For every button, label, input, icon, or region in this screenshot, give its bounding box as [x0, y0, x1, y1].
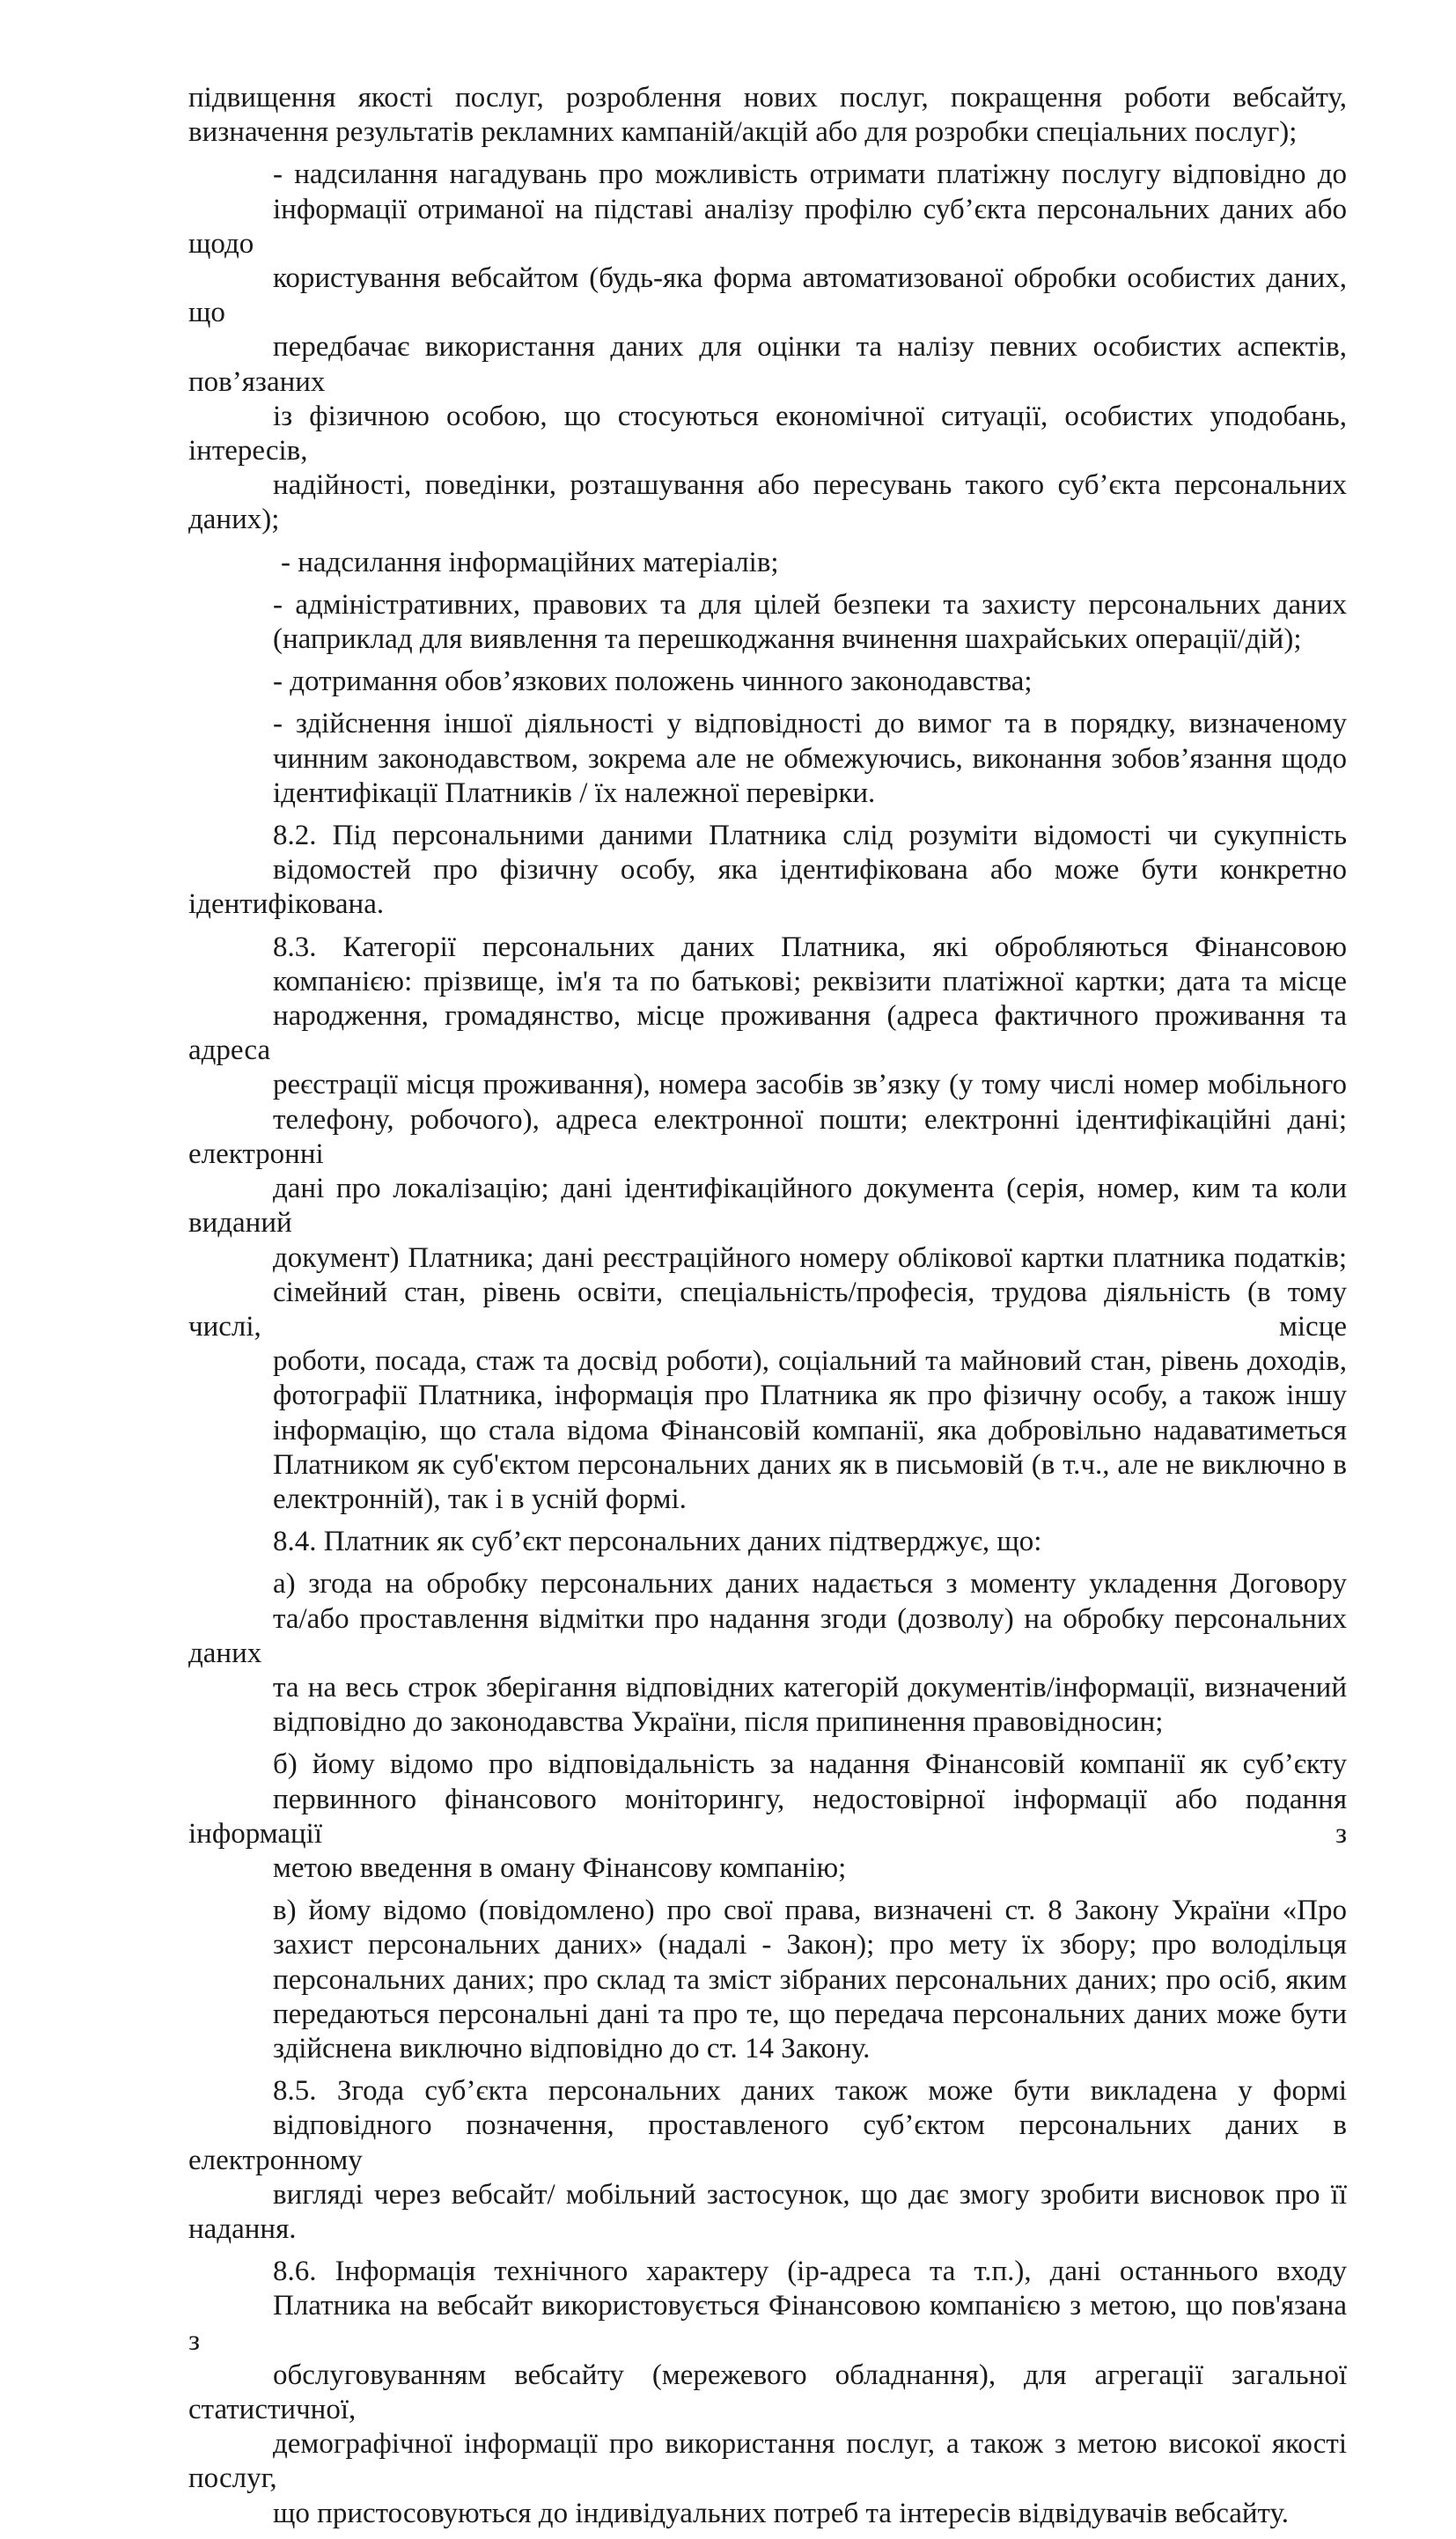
text-line: надійності, поведінки, розташування або пересувань такого суб’єкта персональних даних);	[188, 469, 1347, 536]
text-line: що пристосовуються до індивідуальних потреб та інтересів відвідувачів вебсайту.	[273, 2497, 1289, 2529]
text-line: сімейний стан, рівень освіти, спеціальність/професія, трудова діяльність (в тому числі, місце	[188, 1276, 1347, 1343]
text-line: первинного фінансового моніторингу, недостовірної інформації або подання інформації з	[188, 1783, 1347, 1850]
text-line: роботи, посада, стаж та досвід роботи), соціальний та майновий стан, рівень доходів,	[273, 1345, 1347, 1378]
paragraph-continuation	[188, 81, 1347, 150]
text-line: Платника на вебсайт використовується Фінансовою компанією з метою, що пов'язана з	[188, 2290, 1347, 2357]
bullet-reminders	[188, 158, 1347, 537]
text-line: 8.3. Категорії персональних даних Платника, які обробляються Фінансовою	[273, 931, 1347, 963]
text-line: та/або проставлення відмітки про надання згоди (дозволу) на обробку персональних даних	[188, 1602, 1347, 1669]
clause-8-3	[188, 931, 1347, 1517]
clause-8-4-b	[188, 1748, 1347, 1886]
bullet-other-activity	[188, 707, 1347, 811]
text-line: підвищення якості послуг, розроблення нових послуг, покращення роботи вебсайту,	[188, 82, 1347, 114]
text-line: здійснена виключно відповідно до ст. 14 Закону.	[273, 2032, 871, 2064]
text-line: передаються персональні дані та про те, що передача персональних даних може бути	[273, 1998, 1347, 2030]
clause-8-4-a	[188, 1567, 1347, 1740]
text-line: компанією: прізвище, ім'я та по батькові; реквізити платіжної картки; дата та місце	[273, 965, 1347, 997]
text-line: обслуговуванням вебсайту (мережевого обладнання), для агрегації загальної статистичної,	[188, 2359, 1347, 2425]
text-line: - надсилання нагадувань про можливість отримати платіжну послугу відповідно до	[273, 158, 1347, 191]
text-line: відповідного позначення, проставленого суб’єктом персональних даних в електронному	[188, 2109, 1347, 2176]
text-line: ідентифікації Платників / їх належної перевірки.	[273, 776, 876, 809]
bullet-info-materials	[188, 546, 1347, 580]
text-line: користування вебсайтом (будь-яка форма автоматизованої обробки особистих даних, що	[188, 262, 1347, 329]
text-line: народження, громадянство, місце проживання (адреса фактичного проживання та адреса	[188, 1000, 1347, 1067]
text-line: (наприклад для виявлення та перешкоджання вчинення шахрайських операції/дій);	[273, 623, 1302, 656]
text-line: 8.4. Платник як суб’єкт персональних даних підтверджує, що:	[273, 1526, 1042, 1558]
text-line: із фізичною особою, що стосуються економічної ситуації, особистих уподобань, інтересів,	[188, 400, 1347, 467]
text-line: реєстрації місця проживання), номера засобів зв’язку (у тому числі номер мобільного	[273, 1069, 1347, 1101]
text-line: персональних даних; про склад та зміст зібраних персональних даних; про осіб, яким	[273, 1963, 1347, 1996]
clause-8-5	[188, 2074, 1347, 2247]
text-line: 8.6. Інформація технічного характеру (ip-адреса та т.п.), дані останнього входу	[273, 2256, 1347, 2288]
text-line: відомостей про фізичну особу, яка ідентифікована або може бути конкретно ідентифікована.	[188, 854, 1347, 921]
bullet-administrative	[188, 588, 1347, 657]
text-line: 8.5. Згода суб’єкта персональних даних також може бути викладена у формі	[273, 2075, 1347, 2108]
text-line: вигляді через вебсайт/ мобільний застосунок, що дає змогу зробити висновок про її надання.	[188, 2178, 1347, 2245]
clause-8-6	[188, 2255, 1347, 2531]
clause-8-4	[188, 1525, 1347, 1559]
text-line: метою введення в оману Фінансову компанію;	[273, 1851, 847, 1884]
text-line: інформації отриманої на підставі аналізу профілю суб’єкта персональних даних або щодо	[188, 193, 1347, 260]
text-line: телефону, робочого), адреса електронної пошти; електронні ідентифікаційні дані; електронні	[188, 1103, 1347, 1170]
text-line: передбачає використання даних для оцінки та налізу певних особистих аспектів, пов’язаних	[188, 331, 1347, 398]
text-line: демографічної інформації про використання послуг, а також з метою високої якості послуг,	[188, 2428, 1347, 2495]
text-line: в) йому відомо (повідомлено) про свої права, визначені ст. 8 Закону України «Про	[273, 1895, 1347, 1927]
text-line: б) йому відомо про відповідальність за надання Фінансовій компанії як суб’єкту	[273, 1748, 1347, 1781]
text-line: документ) Платника; дані реєстраційного номеру облікової картки платника податків;	[273, 1241, 1347, 1274]
text-line: дані про локалізацію; дані ідентифікаційного документа (серія, номер, ким та коли виданий	[188, 1173, 1347, 1240]
text-line: електронній), так і в усній формі.	[273, 1483, 687, 1515]
text-line: - надсилання інформаційних матеріалів;	[281, 546, 779, 578]
clause-8-4-v	[188, 1894, 1347, 2066]
text-line: інформацію, що стала відома Фінансовій компанії, яка добровільно надаватиметься	[273, 1414, 1347, 1446]
text-line: - здійснення іншої діяльності у відповідності до вимог та в порядку, визначеному	[273, 708, 1347, 740]
text-line: визначення результатів рекламних кампаній/акцій або для розробки спеціальних послуг);	[188, 116, 1298, 149]
text-line: чинним законодавством, зокрема але не обмежуючись, виконання зобов’язання щодо	[273, 742, 1347, 775]
text-line: 8.2. Під персональними даними Платника слід розуміти відомості чи сукупність	[273, 820, 1347, 852]
document-body	[188, 81, 1347, 2539]
text-line: Платником як суб'єктом персональних даних як в письмовій (в т.ч., але не виключно в	[273, 1448, 1347, 1481]
text-line: а) згода на обробку персональних даних надається з моменту укладення Договору	[273, 1568, 1347, 1601]
text-line: - адміністративних, правових та для цілей безпеки та захисту персональних даних	[273, 588, 1347, 621]
text-line: та на весь строк зберігання відповідних категорій документів/інформації, визначений	[273, 1671, 1347, 1704]
bullet-compliance	[188, 665, 1347, 699]
text-line: фотографії Платника, інформація про Платника як про фізичну особу, а також іншу	[273, 1380, 1347, 1412]
text-line: захист персональних даних» (надалі - Закон); про мету їх збору; про володільця	[273, 1929, 1347, 1961]
clause-8-2	[188, 819, 1347, 923]
text-line: - дотримання обов’язкових положень чинного законодавства;	[273, 666, 1033, 698]
text-line: відповідно до законодавства України, після припинення правовідносин;	[273, 1706, 1164, 1739]
